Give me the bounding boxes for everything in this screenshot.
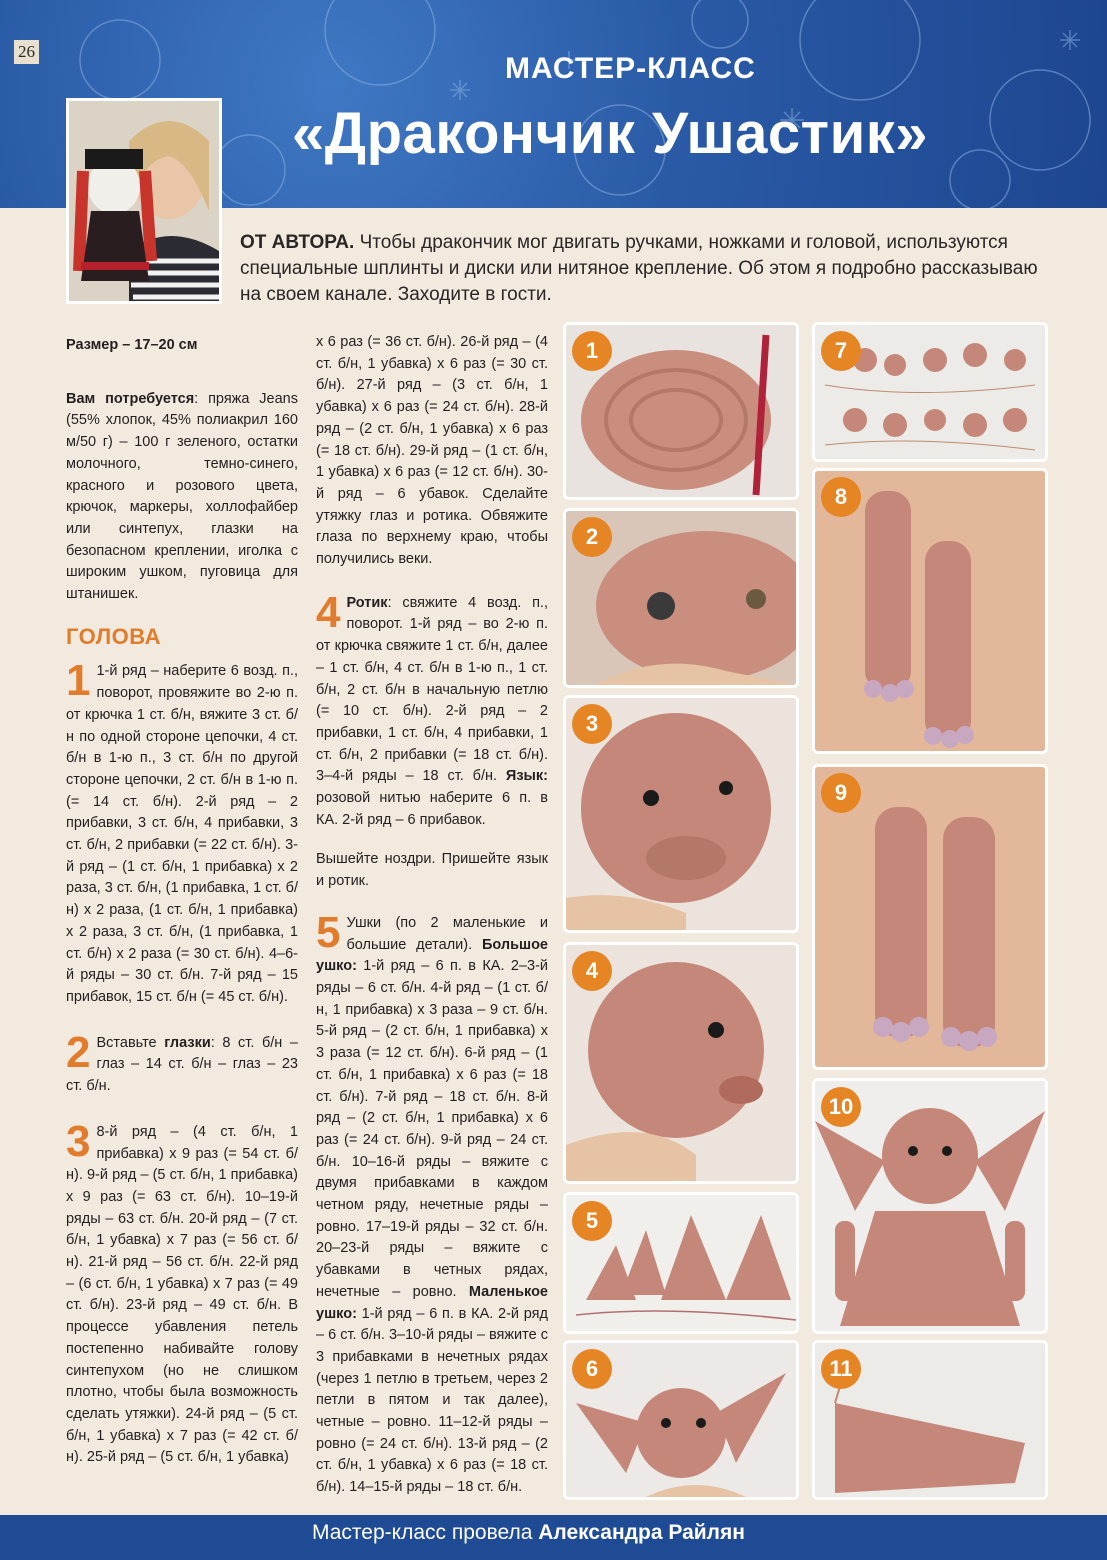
photo-number-badge: 9 (821, 773, 861, 813)
footer-author-name: Александра Райлян (538, 1521, 745, 1544)
photo-number-badge: 8 (821, 477, 861, 517)
intro-lead: ОТ АВТОРА. (240, 232, 355, 253)
materials-label: Вам потребуется (66, 390, 195, 407)
step-text-bold: Маленькое ушко: (316, 1283, 548, 1322)
step-text: Ушки (по 2 маленькие и большие детали). (346, 914, 548, 953)
intro-text: Чтобы дракончик мог двигать ручками, ножками и головой, используются специальные шплинты и диски или нитяное крепление. Об этом я подробно рассказываю на своем канале. Заходите в гости. (240, 232, 1038, 305)
step-photo-6 (563, 1340, 799, 1500)
step-text: 1-й ряд – 6 п. в КА. 2-й ряд – 6 ст. б/н. 3–10-й ряды – вяжите с 3 прибавками в нечетных рядах (через 1 петлю в третьем, через 2 петли в пятом и так далее), четные – ровно. 11–12-й ряды – ровно (= 24 ст. б/н). 13-й ряд – (2 ст. б/н, 1 убавка) x 6 раз (= 18 ст. б/н). 14–15-й ряды – 18 ст. б/н. (316, 1305, 548, 1496)
page-number: 26 (14, 40, 39, 64)
spacer (316, 581, 548, 593)
spacer (66, 1019, 298, 1033)
step-photo-9 (812, 764, 1048, 1070)
section-heading-head: ГОЛОВА (66, 623, 161, 649)
step-3-continued: x 6 раз (= 36 ст. б/н). 26-й ряд – (4 ст. б/н, 1 убавка) x 6 раз (= 30 ст. б/н). 27-й ряд – (3 ст. б/н, 1 убавка) x 6 раз (= 24 ст. б/н). 28-й ряд – (2 ст. б/н, 1 убавка) x 6 раз (= 18 ст. б/н). 29-й ряд – (1 ст. б/н, 1 убавка) x 6 раз (= 12 ст. б/н). 30-й ряд – 6 убавок. Сделайте утяжку глаз и ротика. Обвяжите глаза по верхнему краю, чтобы получились веки. (316, 334, 548, 568)
spacer (66, 367, 298, 389)
step-2 (66, 1027, 298, 1098)
photo-number-badge: 2 (572, 517, 612, 557)
step-photo-7 (812, 322, 1048, 462)
text-column-1 (66, 335, 298, 1479)
size-line: Размер – 17–20 см (66, 337, 198, 353)
step-photo-1 (563, 322, 799, 500)
materials-text: : пряжа Jeans (55% хлопок, 45% полиакрил 160 м/50 г) – 100 г зеленого, остатки молочного, темно-синего, красного и розового цвета, крючок, маркеры, холлофайбер или синтепух, глазки на безопасном креплении, иголка с широким ушком, пуговица для штанишек. (66, 390, 298, 603)
step-4 (316, 587, 548, 832)
step-photo-8 (812, 468, 1048, 754)
step-text: 8-й ряд – (4 ст. б/н, 1 прибавка) x 9 раз (= 54 ст. б/н). 9-й ряд – (5 ст. б/н, 1 прибавка) x 9 раз (= 63 ст. б/н). 10–19-й ряды – 63 ст. б/н. 20-й ряд – (7 ст. б/н, 1 убавка) x 7 раз (= 56 ст. б/н). 21-й ряд – 56 ст. б/н. 22-й ряд – (6 ст. б/н, 1 убавка) x 7 раз (= 49 ст. б/н). 23-й ряд – 49 ст. б/н. В процессе убавления петель постепенно набивайте голову синтепухом (но не слишком плотно, чтобы была возможность сделать утяжки). 24-й ряд – (5 ст. б/н, 1 убавка) x 7 раз (= 42 ст. б/н). 25-й ряд – (5 ст. б/н, 1 убавка) (66, 1123, 298, 1466)
photo-number-badge: 1 (572, 331, 612, 371)
step-text: 1-й ряд – наберите 6 возд. п., поворот, провяжите во 2-ю п. от крючка 1 ст. б/н, вяжите 3 ст. б/н по одной стороне цепочки, 4 ст. б/н в 1-ю п., 3 ст. б/н по другой стороне цепочки, 2 ст. б/н в 1-ю п. (= 14 ст. б/н). 2-й ряд – 2 прибавки, 3 ст. б/н, 4 прибавки, 3 ст. б/н, 2 прибавки (= 22 ст. б/н). 3-й ряд – (1 ст. б/н, 1 прибавка) x 2 раза, 3 ст. б/н, (1 прибавка, 1 ст. б/н) x 2 раза, (1 ст. б/н, 1 прибавка) x 2 раза, 3 ст. б/н, (1 прибавка, 1 ст. б/н) x 2 раза (= 30 ст. б/н). 4–6-й ряды – 30 ст. б/н. 7-й ряд – 15 прибавок, 15 ст. б/н (= 45 ст. б/н). (66, 663, 298, 1005)
nostrils-note: Вышейте ноздри. Пришейте язык и ротик. (316, 851, 548, 890)
step-number: 2 (66, 1027, 91, 1077)
tongue-text: розовой нитью наберите 6 п. в КА. 2-й ряд – 6 прибавок. (316, 790, 548, 828)
photo-number-badge: 6 (572, 1349, 612, 1389)
spacer (316, 841, 548, 849)
step-text: Вставьте (96, 1034, 165, 1051)
photo-number-badge: 11 (821, 1349, 861, 1389)
step-number: 5 (316, 907, 341, 957)
step-text-bold: Большое ушко: (316, 936, 548, 975)
page-title: «Дракончик Ушастик» (292, 101, 929, 166)
text-column-2 (316, 332, 548, 1509)
step-number: 4 (316, 587, 341, 637)
step-number: 3 (66, 1116, 91, 1166)
photo-number-badge: 10 (821, 1087, 861, 1127)
step-text: : свяжите 4 возд. п., поворот. 1-й ряд – во 2-ю п. от крючка свяжите 1 ст. б/н, далее – 1 ст. б/н, 4 ст. б/н в 1-ю п., 1 ст. б/н, 2 ст. б/н в начальную петлю (= 10 ст. б/н). 2-й ряд – 2 прибавки, 1 ст. б/н, 4 прибавки, 1 ст. б/н, 2 прибавки (= 18 ст. б/н). 3–4-й ряды – 18 ст. б/н. (316, 594, 548, 785)
step-text: : 8 ст. б/н – глаз – 14 ст. б/н – глаз – 23 ст. б/н. (66, 1034, 298, 1095)
author-with-doll-image (69, 101, 219, 301)
step-3 (66, 1116, 298, 1469)
kicker: МАСТЕР-КЛАСС (505, 52, 756, 85)
author-photo (66, 98, 222, 304)
author-intro (240, 230, 1060, 308)
step-5 (316, 907, 548, 1499)
step-photo-5 (563, 1192, 799, 1334)
step-photo-2 (563, 508, 799, 688)
step-photo-10 (812, 1078, 1048, 1334)
photo-number-badge: 7 (821, 331, 861, 371)
photo-number-badge: 5 (572, 1201, 612, 1241)
step-photo-11 (812, 1340, 1048, 1500)
spacer (316, 903, 548, 913)
footer-label: Мастер-класс провела (312, 1521, 539, 1544)
photo-number-badge: 3 (572, 704, 612, 744)
tongue-label: Язык: (505, 768, 548, 785)
step-text: 1-й ряд – 6 п. в КА. 2–3-й ряды – 6 ст. б/н. 4-й ряд – (1 ст. б/н, 1 прибавка) x 3 раза – 9 ст. б/н. 5-й ряд – (2 ст. б/н, 1 прибавка) x 3 раза (= 12 ст. б/н). 6-й ряд – (1 ст. б/н, 1 прибавка) x 6 раз (= 18 ст. б/н). 7-й ряд – 18 ст. б/н. 8-й ряд – (2 ст. б/н, 1 прибавка) x 6 раз (= 24 ст. б/н). 9-й ряд – 24 ст. б/н. 10–16-й ряды – вяжите с двумя прибавками в каждом четном ряду, нечетные ряды – ровно. 17–19-й ряды – 32 ст. б/н. 20–23-й ряды – вяжите с убавками в четных рядах, нечетные – ровно. (316, 958, 548, 1300)
step-text-bold: Ротик (346, 594, 388, 611)
step-photo-3 (563, 695, 799, 933)
materials-paragraph (66, 389, 298, 606)
step-number: 1 (66, 656, 91, 706)
step-photo-4 (563, 942, 799, 1184)
step-text-bold: глазки (164, 1034, 211, 1051)
photo-number-badge: 4 (572, 951, 612, 991)
footer-credit (312, 1521, 745, 1545)
step-1 (66, 656, 298, 1008)
crochet-legs-image (815, 767, 1045, 1067)
spacer (66, 1108, 298, 1122)
